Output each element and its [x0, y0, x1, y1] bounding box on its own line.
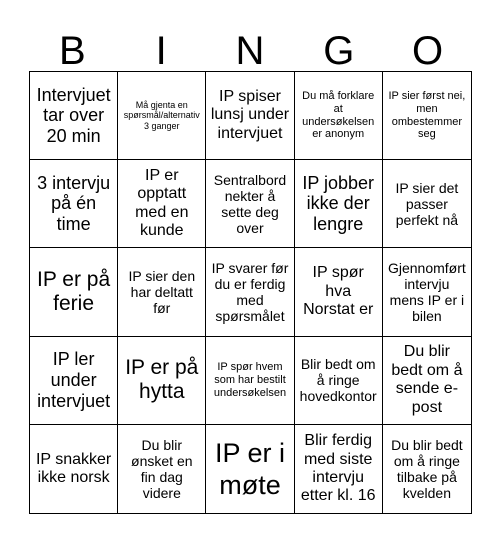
bingo-grid — [29, 71, 472, 514]
bingo-cell[interactable]: Gjennomført intervju mens IP er i bilen — [383, 248, 471, 336]
bingo-cell[interactable]: IP jobber ikke der lengre — [295, 160, 383, 248]
header-letter-g: G — [323, 29, 355, 73]
bingo-cell[interactable]: IP ler under intervjuet — [30, 337, 118, 425]
bingo-cell[interactable]: IP sier først nei, men ombestemmer seg — [383, 72, 471, 160]
header-letter-b: B — [59, 29, 86, 73]
bingo-cell[interactable]: Du blir bedt om å sende e-post — [383, 337, 471, 425]
bingo-cell[interactable]: IP spør hva Norstat er — [295, 248, 383, 336]
header-letter-n: N — [235, 29, 265, 73]
bingo-header — [28, 30, 472, 72]
bingo-cell[interactable]: Intervjuet tar over 20 min — [30, 72, 118, 160]
header-letter-i: I — [155, 29, 167, 73]
bingo-cell[interactable]: IP er på hytta — [118, 337, 206, 425]
bingo-cell[interactable]: Du blir ønsket en fin dag videre — [118, 425, 206, 513]
bingo-cell[interactable]: IP er på ferie — [30, 248, 118, 336]
bingo-cell[interactable]: IP er i møte — [206, 425, 294, 513]
bingo-cell[interactable]: Blir ferdig med siste intervju etter kl. 16 — [295, 425, 383, 513]
bingo-cell[interactable]: Sentralbord nekter å sette deg over — [206, 160, 294, 248]
bingo-cell[interactable]: IP sier den har deltatt før — [118, 248, 206, 336]
bingo-cell[interactable]: 3 intervju på én time — [30, 160, 118, 248]
bingo-cell[interactable]: IP spiser lunsj under intervjuet — [206, 72, 294, 160]
bingo-cell[interactable]: Du blir bedt om å ringe tilbake på kvelden — [391, 436, 463, 501]
bingo-cell[interactable]: Må gjenta en spørsmål/alternativ 3 ganger — [118, 72, 206, 160]
bingo-cell[interactable]: IP svarer før du er ferdig med spørsmålet — [206, 248, 294, 336]
bingo-cell[interactable]: IP er opptatt med en kunde — [118, 160, 206, 248]
bingo-cell[interactable]: IP spør hvem som har bestilt undersøkelsen — [206, 337, 294, 425]
header-letter-o: O — [412, 29, 444, 73]
bingo-cell[interactable]: Du må forklare at undersøkelsen er anonym — [295, 72, 383, 160]
bingo-cell[interactable]: IP sier det passer perfekt nå — [383, 160, 471, 248]
bingo-cell[interactable]: Blir bedt om å ringe hovedkontor — [295, 337, 383, 425]
bingo-cell[interactable]: IP snakker ikke norsk — [30, 425, 118, 513]
